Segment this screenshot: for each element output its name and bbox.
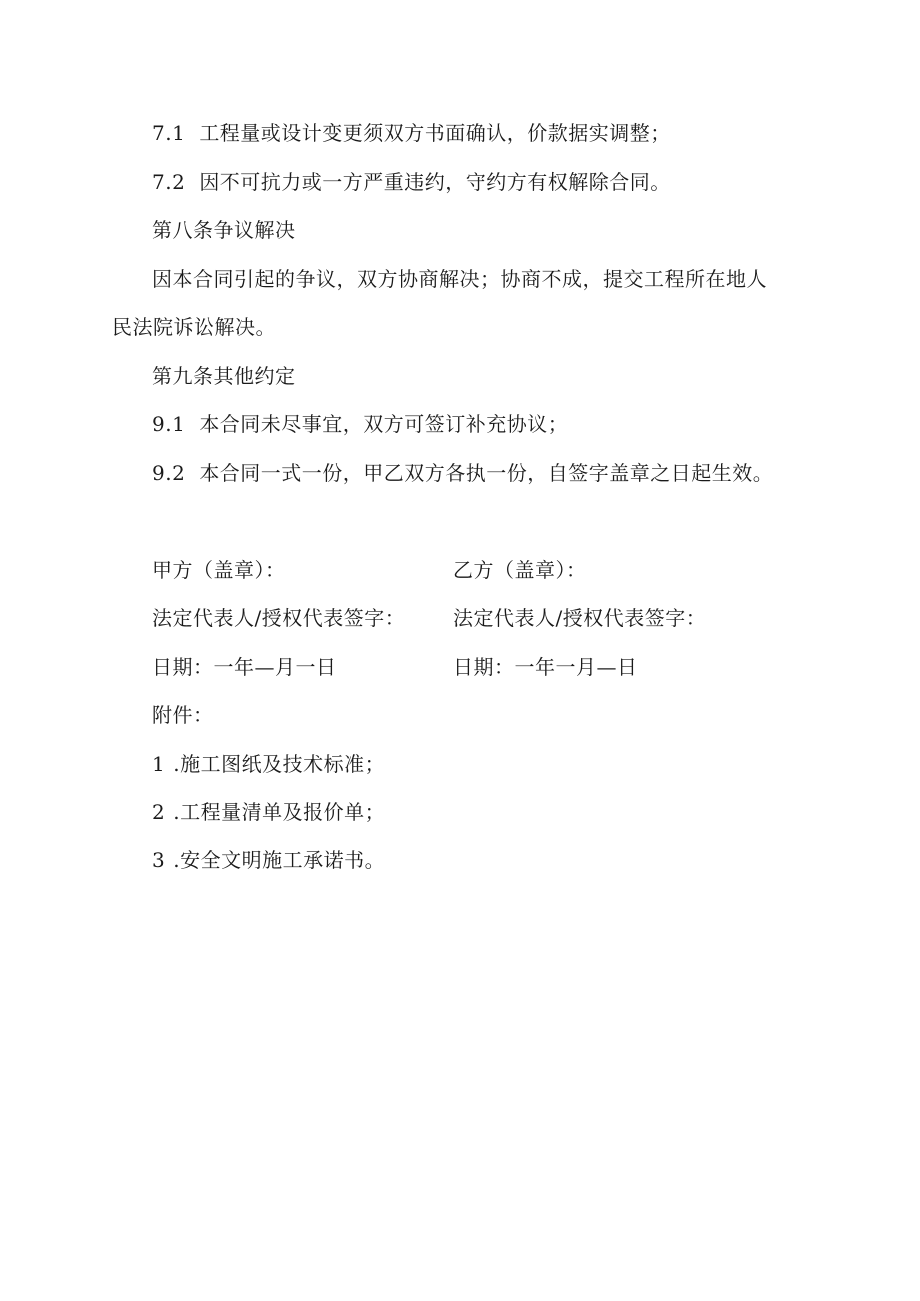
clause-text: 因不可抗力或一方严重违约，守约方有权解除合同。	[199, 170, 671, 194]
party-b-representative: 法定代表人/授权代表签字：	[453, 606, 707, 630]
attachment-number: 3	[152, 848, 166, 872]
attachment-text: .工程量清单及报价单；	[173, 800, 386, 824]
article-8-text-line2: 民法院诉讼解决。	[112, 315, 276, 339]
party-b-seal: 乙方（盖章）：	[453, 558, 587, 582]
attachment-item	[152, 798, 385, 826]
clause-number: 7.2	[152, 170, 186, 194]
attachment-text: .施工图纸及技术标准；	[173, 752, 386, 776]
attachment-number: 2	[152, 800, 166, 824]
party-a-date: 日期：一年—月一日	[152, 655, 337, 679]
clause-text: 本合同未尽事宜，双方可签订补充协议；	[199, 412, 569, 436]
article-9-title: 第九条其他约定	[152, 364, 296, 388]
clause-9-2	[152, 459, 773, 487]
party-a-seal: 甲方（盖章）：	[152, 558, 286, 582]
clause-7-2	[152, 168, 671, 196]
clause-7-1	[152, 119, 671, 147]
clause-9-1	[152, 410, 568, 438]
clause-number: 7.1	[152, 121, 186, 145]
clause-text: 本合同一式一份，甲乙双方各执一份，自签字盖章之日起生效。	[199, 461, 774, 485]
attachment-number: 1	[152, 752, 166, 776]
article-8-text-line1: 因本合同引起的争议，双方协商解决；协商不成，提交工程所在地人	[152, 267, 767, 291]
attachments-title: 附件：	[152, 703, 214, 727]
attachment-item	[152, 846, 385, 874]
party-b-date: 日期：一年一月—日	[453, 655, 638, 679]
party-a-representative: 法定代表人/授权代表签字：	[152, 606, 406, 630]
clause-number: 9.2	[152, 461, 186, 485]
attachment-item	[152, 750, 385, 778]
article-8-title: 第八条争议解决	[152, 218, 296, 242]
clause-number: 9.1	[152, 412, 186, 436]
attachment-text: .安全文明施工承诺书。	[173, 848, 386, 872]
clause-text: 工程量或设计变更须双方书面确认，价款据实调整；	[199, 121, 671, 145]
